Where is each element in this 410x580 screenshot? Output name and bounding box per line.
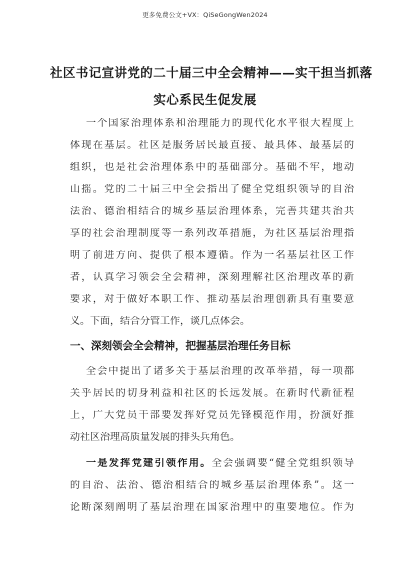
paragraph-line: 全会中提出了诸多关于基层治理的改革举措，每一项都 (86, 366, 354, 377)
paragraph-line: 组织，也是社会治理体系中的基础部分。基础不牢，地动 (70, 162, 354, 173)
paragraph-line: 者，认真学习领会全会精神，深刻理解社区治理改革的新 (70, 272, 354, 283)
document-title-line-2: 实心系民生促发展 (153, 92, 257, 107)
paragraph-line: 法治、德治相结合的城乡基层治理体系，完善共建共治共 (70, 206, 354, 217)
document-title-line-1: 社区书记宣讲党的二十届三中全会精神——实干担当抓落 (50, 65, 373, 80)
paragraph-line: 论断深刻阐明了基层治理在国家治理中的重要地位。作为 (70, 502, 354, 513)
paragraph-line: 享的社会治理制度等一系列改革措施，为社区基层治理指 (70, 228, 354, 239)
paragraph-line: 山摇。党的二十届三中全会指出了健全党组织领导的自治 (70, 184, 354, 195)
paragraph-line: 明了前进方向、提供了根本遵循。作为一名基层社区工作 (70, 250, 354, 261)
paragraph-line: 的自治、法治、德治相结合的城乡基层治理体系”。这一 (70, 480, 354, 491)
paragraph-line: 一个国家治理体系和治理能力的现代化水平很大程度上 (86, 118, 354, 129)
paragraph-line: 动社区治理高质量发展的排头兵角色。 (70, 432, 240, 443)
paragraph-line: 要求，对于做好本职工作、推动基层治理创新具有重要意 (70, 294, 354, 305)
paragraph-line: 体现在基层。社区是服务居民最直接、最具体、最基层的 (70, 140, 354, 151)
paragraph-line: 义。下面，结合分管工作，谈几点体会。 (70, 316, 250, 327)
header-watermark: 更多免费公文+VX：QiSeGongWen2024 (142, 11, 268, 19)
paragraph-line: 上，广大党员干部要发挥好党员先锋模范作用，扮演好推 (70, 410, 354, 421)
paragraph-line: 关乎居民的切身利益和社区的长远发展。在新时代新征程 (70, 388, 354, 399)
paragraph-lead: 一是发挥党建引领作用。 (86, 458, 212, 469)
section-heading: 一、深刻领会全会精神，把握基层治理任务目标 (70, 340, 291, 352)
paragraph-line (86, 458, 354, 470)
paragraph-text: 全会强调要“健全党组织领导 (211, 458, 354, 469)
